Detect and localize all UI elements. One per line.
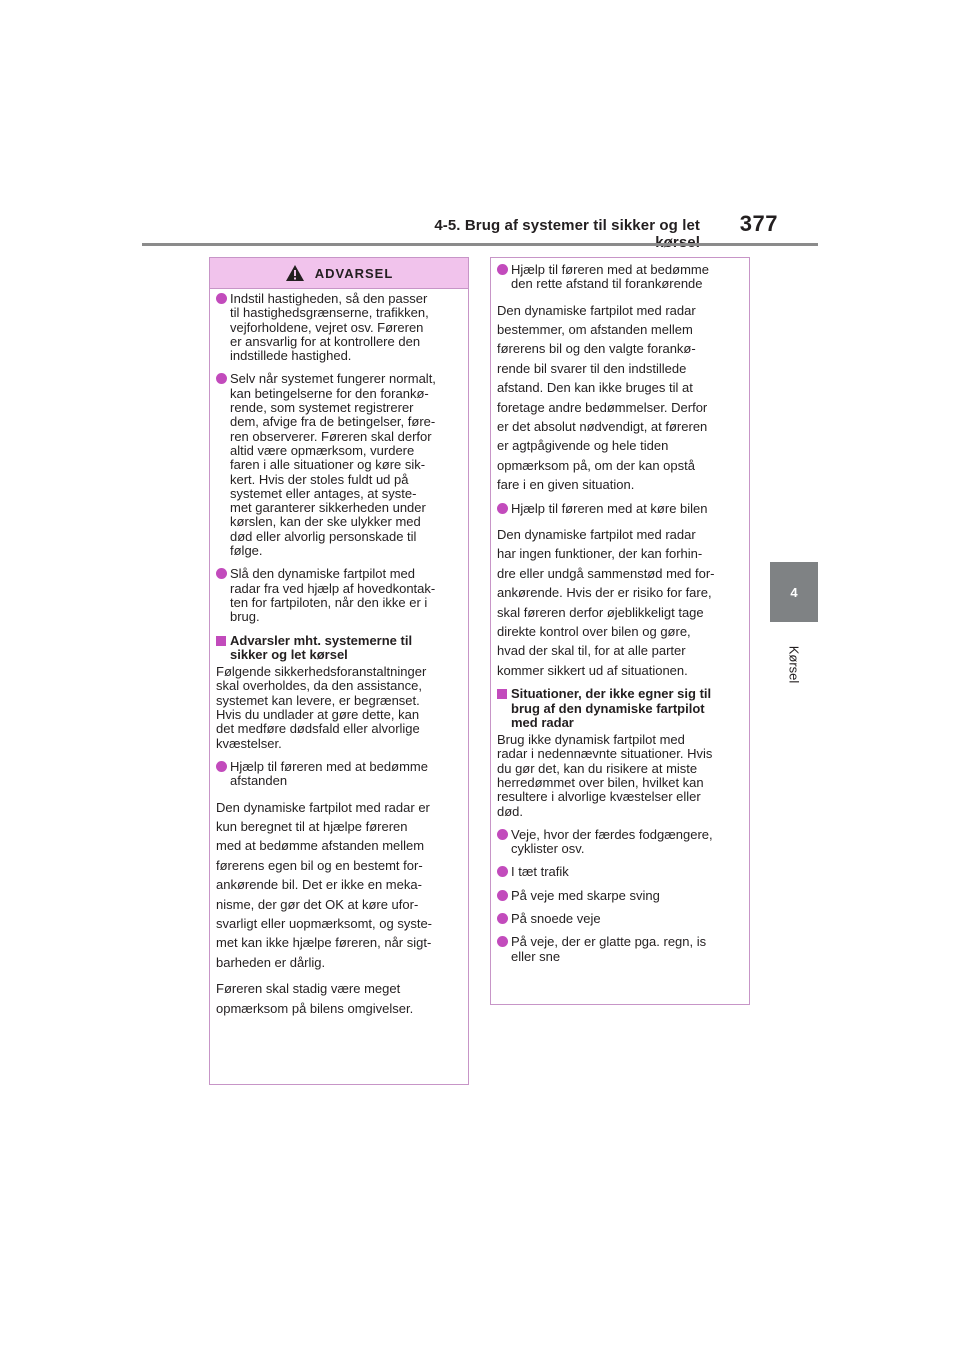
text-line: førerens bil og den valgte forankø- xyxy=(497,341,696,357)
text-line: er ansvarlig for at kontrollere den xyxy=(230,333,421,349)
bullet-dot-icon xyxy=(497,503,508,514)
text-line: kørslen, kan der ske ulykker med xyxy=(230,514,421,530)
text-line: foretage andre bedømmelser. Derfor xyxy=(497,399,708,415)
list-item xyxy=(216,760,462,789)
text-line: ren observerer. Føreren skal derfor xyxy=(230,428,432,444)
bullet-dot-icon xyxy=(497,264,508,275)
warning-box-continued xyxy=(490,257,750,1005)
text-line: svarligt eller uopmærksomt, og syste- xyxy=(216,915,433,931)
list-item xyxy=(497,828,743,857)
text-line: ankørende. Hvis der er risiko for fare, xyxy=(497,585,712,601)
text-line: På veje med skarpe sving xyxy=(511,887,660,903)
text-line: På veje, der er glatte pga. regn, is xyxy=(511,934,707,950)
text-line: met kan ikke hjælpe føreren, når sigt- xyxy=(216,935,432,951)
text-line: følge. xyxy=(230,543,263,559)
warning-content xyxy=(210,289,468,1018)
bullet-dot-icon xyxy=(497,890,508,901)
text-line: til hastighedsgrænserne, trafikken, xyxy=(230,305,429,321)
bullet-dot-icon xyxy=(216,293,227,304)
page-number: 377 xyxy=(739,211,778,236)
text-line: nisme, der gør det OK at køre ufor- xyxy=(216,896,419,912)
text-line: med radar xyxy=(511,714,574,730)
text-line: Den dynamiske fartpilot med radar xyxy=(497,526,696,542)
text-line: Slå den dynamiske fartpilot med xyxy=(230,566,415,582)
paragraph xyxy=(216,798,462,973)
text-line: radar i nedennævnte situationer. Hvis xyxy=(497,746,713,762)
text-line: skal føreren derfor øjeblikkeligt tage xyxy=(497,604,704,620)
list-item xyxy=(497,263,743,292)
paragraph xyxy=(497,733,743,819)
paragraph xyxy=(497,301,743,495)
text-line: hvad der skal til, for at alle parter xyxy=(497,643,686,659)
text-line: kommer sikkert ud af situationen. xyxy=(497,662,688,678)
bullet-text xyxy=(511,865,743,879)
text-line: Advarsler mht. systemerne til xyxy=(230,632,413,648)
bullet-dot-icon xyxy=(497,936,508,947)
text-line: herredømmet over bilen, hvilket kan xyxy=(497,774,704,790)
chapter-label: Kørsel xyxy=(786,645,802,684)
text-line: Hjælp til føreren med at bedømme xyxy=(230,758,428,774)
paragraph xyxy=(216,665,462,751)
text-line: har ingen funktioner, der kan forhin- xyxy=(497,546,703,562)
bullet-text xyxy=(230,760,462,789)
text-line: afstanden xyxy=(230,773,288,789)
bullet-dot-icon xyxy=(497,913,508,924)
text-line: rende bil svarer til den indstillede xyxy=(497,360,687,376)
text-line: altid være opmærksom, vurdere xyxy=(230,442,415,458)
bullet-text xyxy=(511,263,743,292)
text-line: dre eller undgå sammenstød med for- xyxy=(497,565,715,581)
page-header-title: 4-5. Brug af systemer til sikker og let xyxy=(434,217,700,234)
text-line: ankørende bil. Det er ikke en meka- xyxy=(216,877,422,893)
warning-content-continued xyxy=(491,258,749,964)
text-line: brug. xyxy=(230,609,260,625)
warning-header xyxy=(210,258,468,289)
bullet-text xyxy=(511,912,743,926)
bullet-text xyxy=(230,292,462,363)
chapter-number: 4 xyxy=(790,584,798,600)
text-line: den rette afstand til forankørende xyxy=(511,276,703,292)
text-line: resultere i alvorlige kvæstelser eller xyxy=(497,789,701,805)
text-line: Føreren skal stadig være meget xyxy=(216,981,401,997)
text-line: Hjælp til føreren med at bedømme xyxy=(511,262,709,277)
text-line: Hvis du undlader at gøre dette, kan xyxy=(216,707,420,723)
text-line: skal overholdes, da den assistance, xyxy=(216,678,422,694)
paragraph xyxy=(216,979,462,1018)
text-line: eller sne xyxy=(511,948,561,964)
text-line: Den dynamiske fartpilot med radar xyxy=(497,302,696,318)
text-line: Indstil hastigheden, så den passer xyxy=(230,291,428,306)
warning-box xyxy=(209,257,469,1085)
text-line: rende, som systemet registrerer xyxy=(230,400,414,416)
square-bullet-icon xyxy=(497,689,507,699)
bullet-text xyxy=(230,567,462,624)
section-heading xyxy=(497,687,743,730)
text-line: død. xyxy=(497,803,524,819)
text-line: bestemmer, om afstanden mellem xyxy=(497,322,693,337)
text-line: kert. Hvis der stoles fuldt ud på xyxy=(230,471,409,487)
list-item xyxy=(216,292,462,363)
text-line: Følgende sikkerhedsforanstaltninger xyxy=(216,664,427,680)
text-line: kun beregnet til at hjælpe føreren xyxy=(216,818,408,834)
bullet-text xyxy=(511,935,743,964)
text-line: direkte kontrol over bilen og gøre, xyxy=(497,623,691,639)
text-line: indstillede hastighed. xyxy=(230,348,352,364)
list-item xyxy=(497,935,743,964)
text-line: opmærksom på, om der kan opstå xyxy=(497,457,695,473)
warning-triangle-icon xyxy=(285,264,305,282)
text-line: Hjælp til føreren med at køre bilen xyxy=(511,500,708,516)
list-item xyxy=(497,912,743,926)
text-line: kvæstelser. xyxy=(216,735,282,751)
text-line: ten for fartpiloten, når den ikke er i xyxy=(230,594,428,610)
text-line: du gør det, kan du risikere at miste xyxy=(497,760,698,776)
text-line: Den dynamiske fartpilot med radar er xyxy=(216,799,430,815)
text-line: opmærksom på bilens omgivelser. xyxy=(216,1000,414,1016)
section-heading xyxy=(216,634,462,663)
text-line: er det absolut nødvendigt, at føreren xyxy=(497,419,708,435)
warning-label: ADVARSEL xyxy=(314,265,394,281)
text-line: kan betingelserne for den forankø- xyxy=(230,385,429,401)
text-line: På snoede veje xyxy=(511,911,601,927)
square-bullet-icon xyxy=(216,636,226,646)
bullet-text xyxy=(511,828,743,857)
bullet-dot-icon xyxy=(216,568,227,579)
text-line: vejforholdene, vejret osv. Føreren xyxy=(230,319,424,335)
text-line: sikker og let kørsel xyxy=(230,646,348,662)
text-line: systemet eller antages, at syste- xyxy=(230,485,417,501)
text-line: det medføre dødsfald eller alvorlige xyxy=(216,721,420,737)
text-line: død eller alvorlig personskade til xyxy=(230,528,417,544)
bullet-text xyxy=(511,889,743,903)
text-line: afstand. Den kan ikke bruges til at xyxy=(497,380,693,396)
bullet-text xyxy=(230,372,462,558)
bullet-dot-icon xyxy=(497,829,508,840)
heading-text xyxy=(230,634,462,663)
text-line: er agtpågivende og hele tiden xyxy=(497,438,669,454)
list-item xyxy=(497,865,743,879)
bullet-dot-icon xyxy=(497,866,508,877)
text-line: radar fra ved hjælp af hovedkontak- xyxy=(230,580,436,596)
text-line: Brug ikke dynamisk fartpilot med xyxy=(497,732,685,748)
text-line: brug af den dynamiske fartpilot xyxy=(511,700,705,716)
text-line: met garanterer sikkerheden under xyxy=(230,500,426,516)
text-line: førerens egen bil og en bestemt for- xyxy=(216,857,423,873)
text-line: cyklister osv. xyxy=(511,841,585,857)
paragraph xyxy=(497,525,743,680)
list-item xyxy=(216,372,462,558)
text-line: fare i en given situation. xyxy=(497,477,635,493)
bullet-dot-icon xyxy=(216,761,227,772)
text-line: Selv når systemet fungerer normalt, xyxy=(230,371,436,387)
text-line: med at bedømme afstanden mellem xyxy=(216,838,425,854)
list-item xyxy=(497,889,743,903)
list-item xyxy=(497,502,743,516)
text-line: Veje, hvor der færdes fodgængere, xyxy=(511,826,713,842)
chapter-tab xyxy=(770,562,818,622)
list-item xyxy=(216,567,462,624)
header-rule xyxy=(142,243,818,246)
bullet-dot-icon xyxy=(216,373,227,384)
text-line: faren i alle situationer og køre sik- xyxy=(230,457,426,473)
text-line: I tæt trafik xyxy=(511,864,569,880)
bullet-text xyxy=(511,502,743,516)
heading-text xyxy=(511,687,743,730)
text-line: systemet kan levere, er begrænset. xyxy=(216,692,420,708)
text-line: barheden er dårlig. xyxy=(216,954,326,970)
text-line: Situationer, der ikke egner sig til xyxy=(511,686,712,702)
text-line: dem, afvige fra de betingelser, føre- xyxy=(230,414,436,430)
